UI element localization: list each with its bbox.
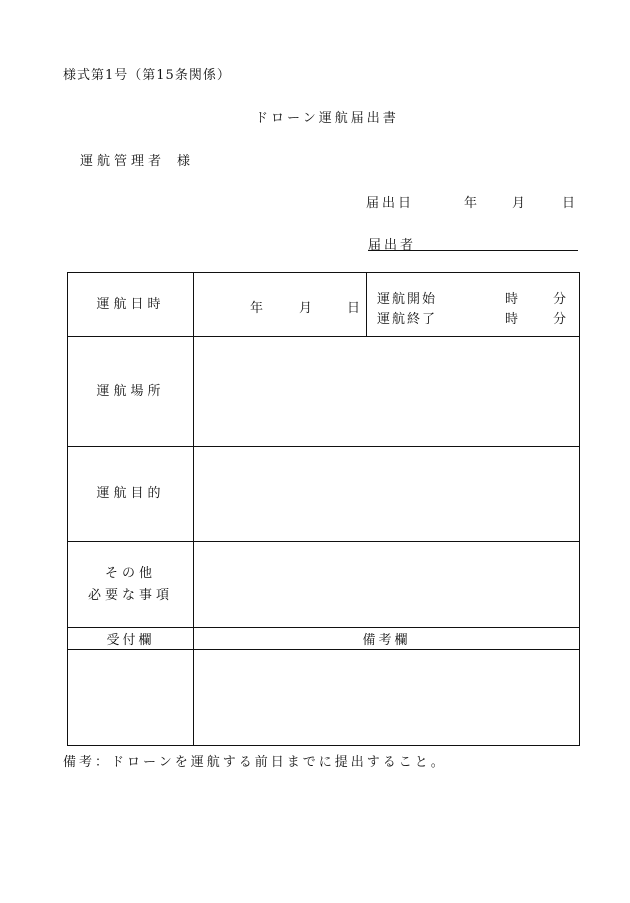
start-minute: 分 — [553, 292, 567, 307]
reception-field[interactable] — [68, 650, 194, 746]
operation-time-field[interactable] — [367, 273, 580, 337]
other-label-line2: 必要な事項 — [87, 587, 173, 603]
submission-year-field[interactable]: 年 — [464, 196, 478, 211]
other-label-line1: その他 — [104, 565, 156, 581]
addressee-suffix: 様 — [177, 154, 195, 169]
end-minute: 分 — [553, 312, 567, 327]
location-field[interactable] — [194, 337, 580, 447]
operation-day: 日 — [347, 301, 361, 316]
end-time-label: 運航終了 — [377, 312, 438, 327]
submitter-label: 届出者 — [368, 238, 417, 253]
addressee-line — [80, 150, 194, 169]
form-number: 様式第1号（第15条関係） — [63, 68, 231, 83]
operation-month: 月 — [299, 301, 313, 316]
other-matters-label — [68, 542, 194, 628]
submitter-field[interactable] — [368, 234, 578, 251]
reception-header: 受付欄 — [68, 628, 194, 650]
operation-datetime-label: 運航日時 — [68, 273, 194, 337]
start-hour: 時 — [505, 292, 519, 307]
purpose-field[interactable] — [194, 447, 580, 542]
footer-note: 備考：ドローンを運航する前日までに提出すること。 — [63, 755, 447, 770]
operation-date-field[interactable] — [194, 273, 367, 337]
submission-date-label: 届出日 — [366, 196, 415, 211]
submission-day-field[interactable]: 日 — [562, 196, 576, 211]
purpose-label: 運航目的 — [68, 447, 194, 542]
other-matters-field[interactable] — [194, 542, 580, 628]
end-hour: 時 — [505, 312, 519, 327]
operation-form-table — [67, 272, 580, 746]
document-title: ドローン運航届出書 — [255, 111, 399, 126]
operation-year: 年 — [250, 301, 264, 316]
start-time-label: 運航開始 — [377, 292, 438, 307]
remarks-header: 備考欄 — [194, 628, 580, 650]
submission-month-field[interactable]: 月 — [512, 196, 526, 211]
location-label: 運航場所 — [68, 337, 194, 447]
remarks-field[interactable] — [194, 650, 580, 746]
addressee-label: 運航管理者 — [80, 154, 166, 169]
